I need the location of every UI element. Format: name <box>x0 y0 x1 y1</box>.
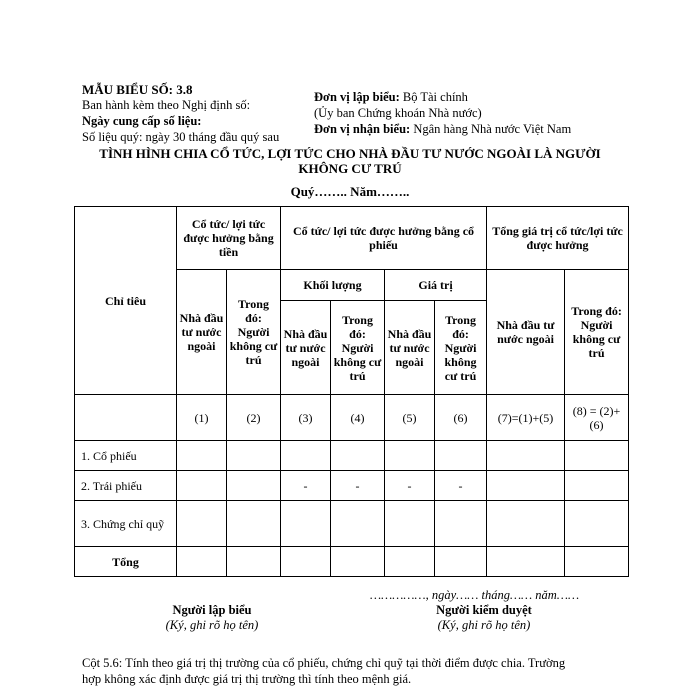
page-title-line2: KHÔNG CƯ TRÚ <box>298 161 402 176</box>
table-cell <box>227 441 281 471</box>
table-cell <box>227 471 281 501</box>
reviewer-note: (Ký, ghi rõ họ tên) <box>437 618 531 632</box>
table-cell <box>487 441 565 471</box>
table-cell <box>565 471 629 501</box>
reporting-unit-value: Bộ Tài chính <box>402 90 468 104</box>
column-number: (6) <box>435 395 487 441</box>
table-cell <box>177 501 227 547</box>
col-value-nonresident: Trong đó: Người không cư trú <box>435 301 487 395</box>
column-number: (8) = (2)+(6) <box>565 395 629 441</box>
table-cell: - <box>435 471 487 501</box>
table-row-total <box>75 547 629 577</box>
reviewer-title: Người kiểm duyệt <box>436 603 532 617</box>
row-label: 3. Chứng chỉ quỹ <box>75 501 177 547</box>
reporting-unit-label: Đơn vị lập biểu: <box>314 90 400 104</box>
column-number: (7)=(1)+(5) <box>487 395 565 441</box>
table-cell <box>281 501 331 547</box>
supply-date-value: Số liệu quý: ngày 30 tháng đầu quý sau <box>82 130 280 144</box>
col-volume-nonresident: Trong đó: Người không cư trú <box>331 301 385 395</box>
column-number: (3) <box>281 395 331 441</box>
column-number-row <box>75 395 629 441</box>
issued-by: Ban hành kèm theo Nghị định số: <box>82 98 251 112</box>
group-cash-header: Cổ tức/ lợi tức được hưởng bằng tiền <box>177 207 281 270</box>
preparer-title: Người lập biểu <box>172 603 252 617</box>
table-cell <box>565 441 629 471</box>
preparer-block <box>132 603 292 633</box>
column-number: (2) <box>227 395 281 441</box>
col-volume-foreign: Nhà đầu tư nước ngoài <box>281 301 331 395</box>
table-cell: - <box>281 471 331 501</box>
sub-value-header: Giá trị <box>385 270 487 301</box>
table-cell: - <box>331 471 385 501</box>
table-cell <box>331 441 385 471</box>
col-total-foreign: Nhà đầu tư nước ngoài <box>487 270 565 395</box>
col-total-nonresident: Trong đó: Người không cư trú <box>565 270 629 395</box>
col-cash-nonresident: Trong đó: Người không cư trú <box>227 270 281 395</box>
date-line: ……………, ngày…… tháng…… năm…… <box>370 588 580 602</box>
col-value-foreign: Nhà đầu tư nước ngoài <box>385 301 435 395</box>
table-cell <box>385 547 435 577</box>
table-cell <box>565 547 629 577</box>
table-cell: - <box>385 471 435 501</box>
sub-volume-header: Khối lượng <box>281 270 385 301</box>
table-row <box>75 471 629 501</box>
table-cell <box>177 441 227 471</box>
table-cell <box>227 501 281 547</box>
group-total-header: Tổng giá trị cổ tức/lợi tức được hưởng <box>487 207 629 270</box>
table-row <box>75 501 629 547</box>
supply-date-label: Ngày cung cấp số liệu: <box>82 114 202 128</box>
group-shares-header: Cổ tức/ lợi tức được hưởng bằng cổ phiếu <box>281 207 487 270</box>
table-cell <box>385 501 435 547</box>
page-title: TÌNH HÌNH CHIA CỔ TỨC, LỢI TỨC CHO NHÀ ĐẦU TƯ NƯỚC NGOÀI LÀ NGƯỜI <box>99 146 601 161</box>
table-cell <box>435 501 487 547</box>
table-cell <box>487 547 565 577</box>
form-number: MẪU BIỂU SỐ: 3.8 <box>82 82 193 97</box>
reporting-unit-sub: (Ủy ban Chứng khoán Nhà nước) <box>314 106 482 120</box>
preparer-note: (Ký, ghi rõ họ tên) <box>165 618 259 632</box>
table-cell <box>331 547 385 577</box>
table-cell <box>331 501 385 547</box>
table-cell <box>487 501 565 547</box>
footnote-line2: hợp không xác định được giá trị thị trường thì tính theo mệnh giá. <box>82 672 412 686</box>
footnote-line1: Cột 5.6: Tính theo giá trị thị trường của cổ phiếu, chứng chỉ quỹ tại thời điểm được chia. Trường <box>82 656 566 670</box>
receiving-unit-label: Đơn vị nhận biểu: <box>314 122 411 136</box>
table-row <box>75 441 629 471</box>
row-label-total: Tổng <box>75 547 177 577</box>
col-cash-foreign: Nhà đầu tư nước ngoài <box>177 270 227 395</box>
table-cell <box>435 547 487 577</box>
table-cell <box>281 547 331 577</box>
table-cell <box>565 501 629 547</box>
table-cell <box>385 441 435 471</box>
table-cell <box>435 441 487 471</box>
dividend-table <box>74 206 629 577</box>
receiving-unit-value: Ngân hàng Nhà nước Việt Nam <box>413 122 572 136</box>
column-number: (1) <box>177 395 227 441</box>
period-line: Quý…….. Năm…….. <box>290 184 410 199</box>
table-cell <box>177 547 227 577</box>
receiving-unit <box>314 122 571 137</box>
row-header: Chỉ tiêu <box>75 207 177 395</box>
column-number: (4) <box>331 395 385 441</box>
table-cell <box>177 471 227 501</box>
reporting-unit <box>314 90 468 105</box>
table-cell <box>487 471 565 501</box>
table-cell <box>281 441 331 471</box>
column-number: (5) <box>385 395 435 441</box>
row-label: 1. Cổ phiếu <box>75 441 177 471</box>
row-label: 2. Trái phiếu <box>75 471 177 501</box>
reviewer-block <box>404 603 564 633</box>
column-number-blank <box>75 395 177 441</box>
table-cell <box>227 547 281 577</box>
